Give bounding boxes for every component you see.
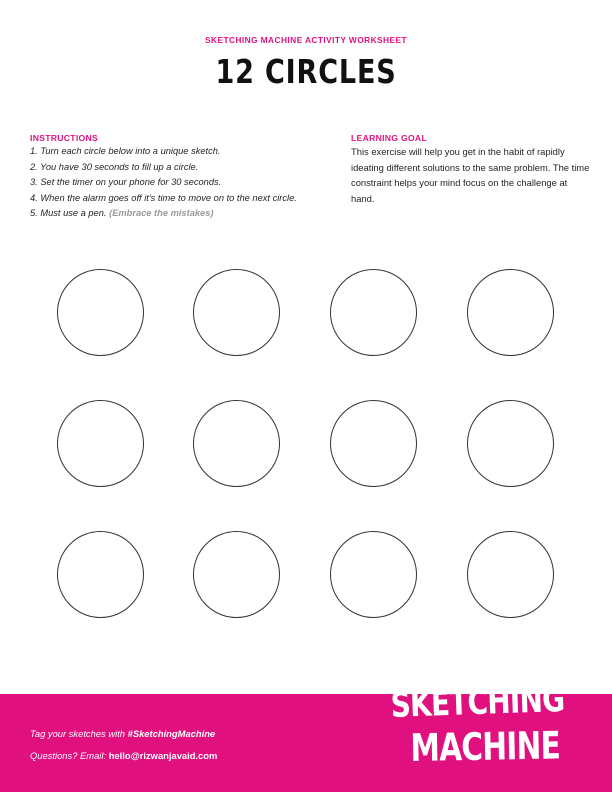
worksheet-kicker: SKETCHING MACHINE ACTIVITY WORKSHEET (205, 35, 407, 45)
sketch-circle-11[interactable] (330, 531, 417, 618)
sketch-circle-2[interactable] (193, 269, 280, 356)
sketch-circle-4[interactable] (467, 269, 554, 356)
instruction-text: 5. Must use a pen. (30, 208, 107, 218)
sketch-circle-7[interactable] (330, 400, 417, 487)
sketch-circle-8[interactable] (467, 400, 554, 487)
sketch-circle-12[interactable] (467, 531, 554, 618)
learning-goal-text: This exercise will help you get in the habit of rapidly ideating different solutions to the same problem. The time constraint helps your mind focus on the challenge at hand. (351, 146, 590, 204)
footer-tag-lead: Tag your sketches with (30, 728, 128, 739)
instructions-heading: INSTRUCTIONS (30, 133, 99, 143)
footer-email-link[interactable]: hello@rizwanjavaid.com (108, 750, 218, 761)
footer-tag-line (30, 728, 215, 739)
logo-line-1: SKETCHING (390, 679, 566, 726)
instruction-item: 3. Set the timer on your phone for 30 seconds. (30, 177, 222, 187)
footer-questions-lead: Questions? Email: (30, 750, 109, 761)
instruction-item: 1. Turn each circle below into a unique sketch. (30, 146, 221, 156)
page-title: 12 CIRCLES (215, 52, 397, 91)
instructions-section (30, 133, 330, 222)
instruction-item: 2. You have 30 seconds to fill up a circle. (30, 161, 199, 172)
sketch-circle-5[interactable] (57, 400, 144, 487)
instruction-item-last (30, 206, 330, 222)
learning-goal-section (351, 133, 591, 206)
instruction-item: 4. When the alarm goes off it's time to move on to the next circle. (30, 192, 297, 203)
sketch-circle-3[interactable] (330, 269, 417, 356)
sketching-machine-logo (388, 679, 573, 792)
learning-goal-heading: LEARNING GOAL (351, 133, 427, 143)
footer-questions-line (30, 750, 217, 761)
sketch-circle-6[interactable] (193, 400, 280, 487)
sketch-circle-1[interactable] (57, 269, 144, 356)
footer-hashtag[interactable]: #SketchingMachine (127, 728, 216, 739)
sketch-circle-9[interactable] (57, 531, 144, 618)
sketch-circle-10[interactable] (193, 531, 280, 618)
instruction-aside: (Embrace the mistakes) (109, 208, 214, 218)
logo-line-2: MACHINE (410, 723, 561, 770)
